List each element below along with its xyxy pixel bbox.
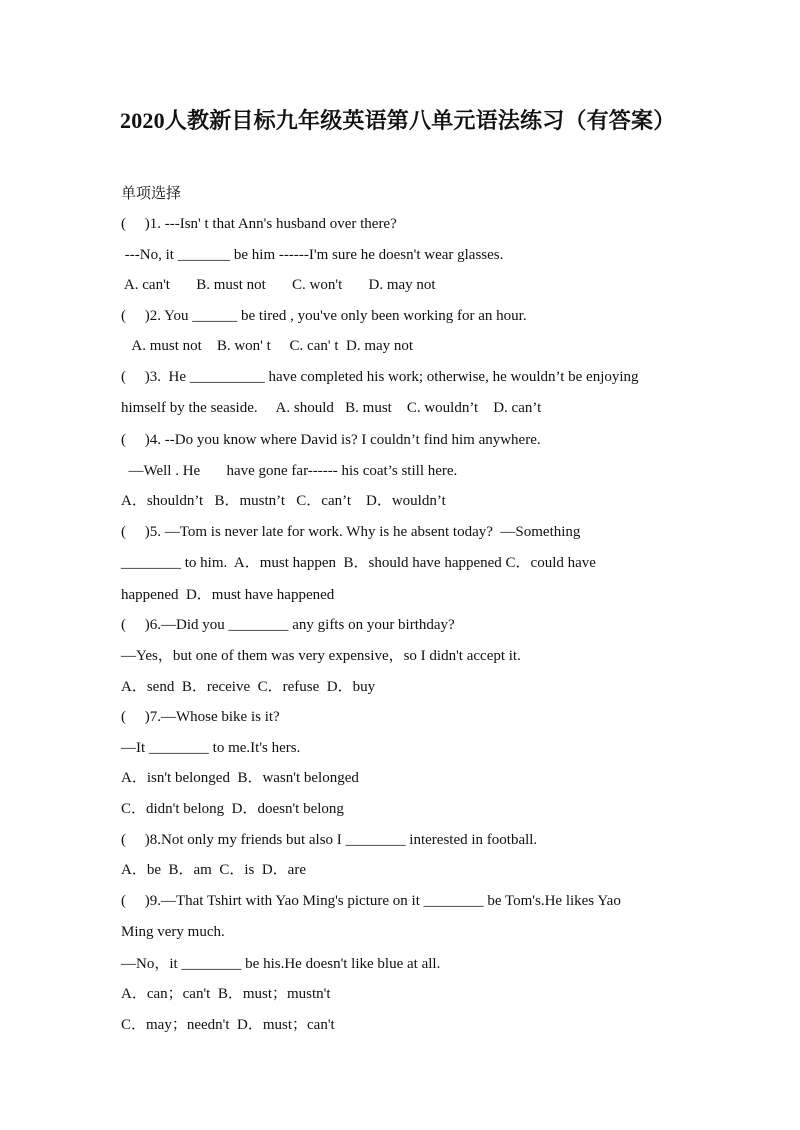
- text-line: ________ to him. A．must happen B．should have happened C．could have: [121, 555, 596, 572]
- text-line: ( )6.—Did you ________ any gifts on your birthday?: [121, 617, 455, 634]
- text-line: ( )8.Not only my friends but also I ________ interested in football.: [121, 831, 538, 848]
- text-line: ( )7.—Whose bike is it?: [121, 709, 280, 726]
- section-label: 单项选择: [121, 186, 182, 202]
- text-line: ---No, it _______ be him ------I'm sure he doesn't wear glasses.: [121, 246, 504, 263]
- text-line: ( )9.—That Tshirt with Yao Ming's picture on it ________ be Tom's.He likes Yao: [121, 892, 621, 909]
- text-line: Ming very much.: [121, 924, 225, 941]
- text-line: A．send B．receive C．refuse D．buy: [121, 678, 376, 695]
- text-line: himself by the seaside. A. should B. must C. wouldn’t D. can’t: [121, 400, 542, 417]
- text-line: —Well . He have gone far------ his coat’s still here.: [121, 462, 458, 479]
- text-line: A．can；can't B．must；mustn't: [121, 986, 331, 1003]
- text-line: A. can't B. must not C. won't D. may not: [121, 277, 436, 294]
- text-line: C．may；needn't D．must；can't: [121, 1016, 335, 1033]
- text-line: ( )4. --Do you know where David is? I couldn’t find him anywhere.: [121, 431, 541, 448]
- text-line: happened D．must have happened: [121, 586, 335, 603]
- text-line: A．shouldn’t B．mustn’t C．can’t D．wouldn’t: [121, 493, 446, 510]
- text-line: —It ________ to me.It's hers.: [121, 739, 301, 756]
- document-title: 2020人教新目标九年级英语第八单元语法练习（有答案）: [120, 108, 676, 133]
- question-lines: [121, 209, 691, 1040]
- text-line: ( )2. You ______ be tired , you've only been working for an hour.: [121, 307, 527, 324]
- text-line: —Yes，but one of them was very expensive，so I didn't accept it.: [121, 647, 521, 664]
- text-line: ( )1. ---Isn' t that Ann's husband over there?: [121, 216, 397, 232]
- text-line: ( )3. He __________ have completed his work; otherwise, he wouldn’t be enjoying: [121, 368, 639, 385]
- text-line: A. must not B. won' t C. can' t D. may not: [121, 338, 414, 355]
- text-line: C．didn't belong D．doesn't belong: [121, 800, 344, 817]
- text-line: —No，it ________ be his.He doesn't like blue at all.: [121, 955, 441, 972]
- text-line: A．be B．am C．is D．are: [121, 862, 306, 879]
- text-line: ( )5. —Tom is never late for work. Why is he absent today? —Something: [121, 523, 581, 540]
- text-line: A．isn't belonged B．wasn't belonged: [121, 770, 359, 787]
